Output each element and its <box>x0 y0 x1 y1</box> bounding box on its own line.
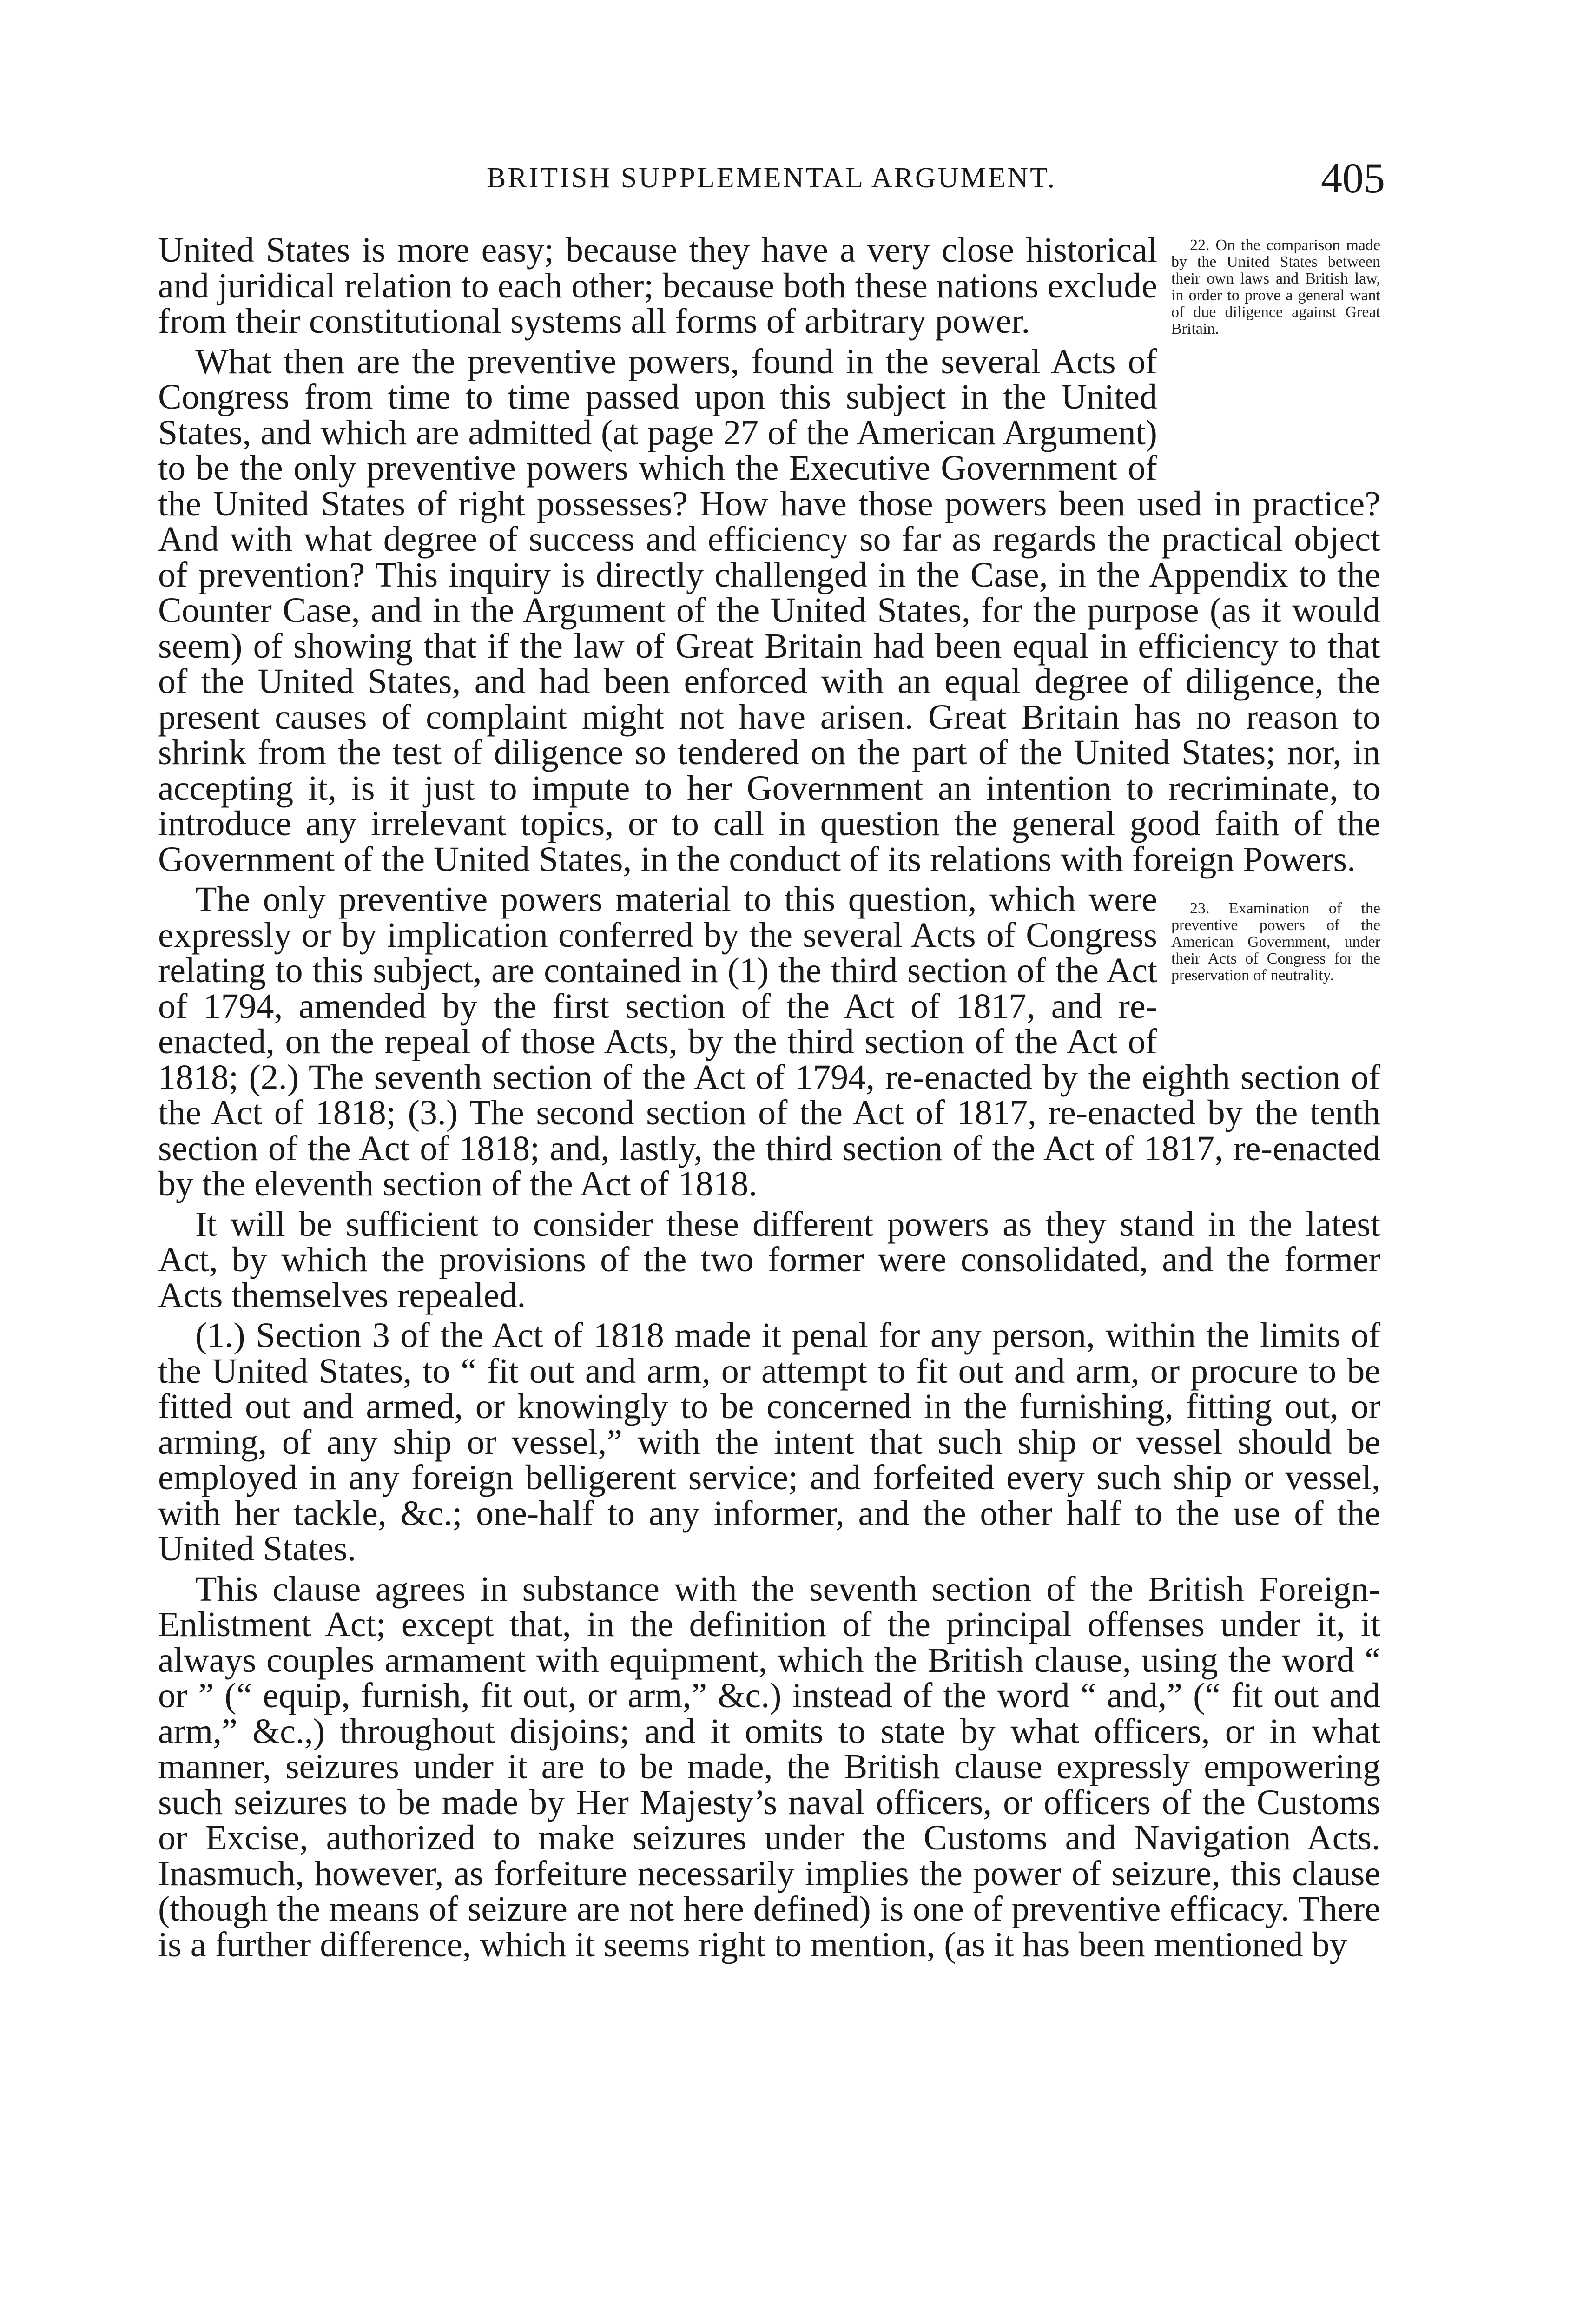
paragraph-5: (1.) Section 3 of the Act of 1818 made it penal for any person, within the limits of the United States, to “ fit out and arm, or attempt to fit out and arm, or procure to be fitted out and armed, or knowingly to be concerned in the furnishing, fitting out, or arming, of any ship or vessel,” with the intent that such ship or vessel should be employed in any foreign belligerent service; and forfeited every such ship or vessel, with her tackle, &c.; one-half to any informer, and the other half to the use of the United States. <box>158 1316 1380 1568</box>
paragraph-4: It will be sufficient to consider these different powers as they stand in the latest Act, by which the provisions of the two former were consolidated, and the former Acts themselves repealed. <box>158 1204 1380 1315</box>
paragraph-6: This clause agrees in substance with the seventh section of the British Foreign-Enlistment Act; except that, in the definition of the principal offenses under it, it always couples armament with equipment, which the British clause, using the word “ or ” (“ equip, furnish, fit out, or arm,” &c.) instead of the word “ and,” (“ fit out and arm,” &c.,) throughout disjoins; and it omits to state by what officers, or in what manner, seizures under it are to be made, the British clause expressly empowering such seizures to be made by Her Majesty’s naval officers, or officers of the Customs or Excise, authorized to make seizures under the Customs and Navigation Acts. Inasmuch, however, as forfeiture necessarily implies the power of seizure, this clause (though the means of seizure are not here defined) is one of preventive efficacy. There is a further difference, which it seems right to mention, (as it has been mentioned by <box>158 1569 1380 1964</box>
margin-note-22: 22. On the comparison made by the United States between their own laws and British law, in order to prove a general want of due diligence against Great Britain. <box>1171 237 1380 337</box>
document-page <box>158 153 1385 2324</box>
margin-note-23: 23. Examination of the preventive powers of the American Government, under their Acts of Congress for the preservation of neutrality. <box>1171 900 1380 984</box>
body-text <box>158 232 1380 1967</box>
running-head <box>158 153 1385 205</box>
paragraph-3: The only preventive powers material to this question, which were expressly or by implication conferred by the several Acts of Congress relating to this subject, are contained in (1) the third section of the Act of 1794, amended by the first section of the Act of 1817, and re-enacted, on the repeal of those Acts, by the third section of the Act of 1818; (2.) The seventh section of the Act of 1794, re-enacted by the eighth section of the Act of 1818; (3.) The second section of the Act of 1817, re-enacted by the tenth section of the Act of 1818; and, lastly, the third section of the Act of 1817, re-enacted by the eleventh section of the Act of 1818. <box>158 880 1380 1203</box>
paragraph-1: United States is more easy; because they have a very close historical and juridical relation to each other; because both these nations exclude from their constitutional systems all forms of arbitrary power. <box>158 231 1157 341</box>
running-title: BRITISH SUPPLEMENTAL ARGUMENT. <box>487 162 1056 194</box>
paragraph-2: What then are the preventive powers, found in the several Acts of Congress from time to time passed upon this subject in the United States, and which are admitted (at page 27 of the American Argument) to be the only preventive powers which the Executive Government of the United States of right possesses? How have those powers been used in practice? And with what degree of success and efficiency so far as regards the practical object of prevention? This inquiry is directly challenged in the Case, in the Appendix to the Counter Case, and in the Argument of the United States, for the purpose (as it would seem) of showing that if the law of Great Britain had been equal in efficiency to that of the United States, and had been enforced with an equal degree of diligence, the present causes of complaint might not have arisen. Great Britain has no reason to shrink from the test of diligence so tendered on the part of the United States; nor, in accepting it, is it just to impute to her Government an intention to recriminate, to introduce any irrelevant topics, or to call in question the general good faith of the Government of the United States, in the conduct of its relations with foreign Powers. <box>158 342 1380 879</box>
page-number: 405 <box>1321 154 1385 202</box>
